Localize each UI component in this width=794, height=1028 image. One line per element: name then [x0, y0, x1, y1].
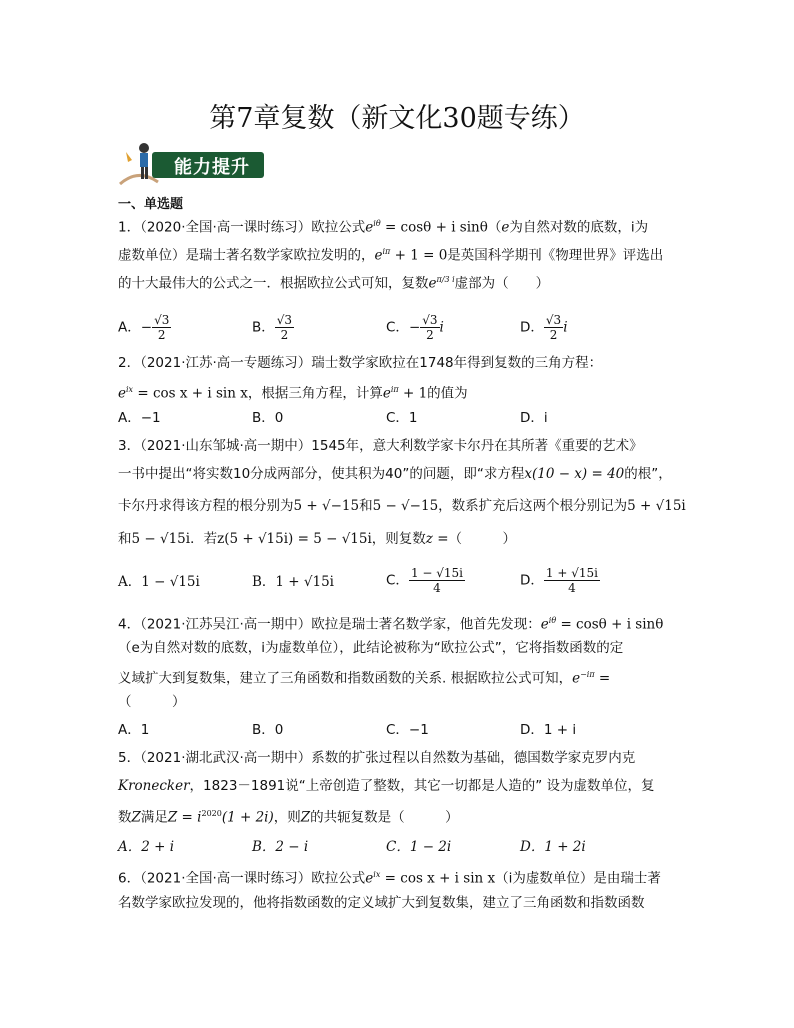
q1-option-d[interactable]: D． $\frac{√3}{2}$ i	[520, 313, 568, 342]
ability-badge-bar	[152, 152, 264, 178]
q5-line-3: 数Z满足$Z = i^{2020}(1 + 2i)$，则Z的共轭复数是（ ）	[118, 809, 459, 826]
q2-option-d[interactable]: D．i	[520, 410, 548, 426]
q4-option-c[interactable]: C．−1	[386, 722, 429, 738]
q1-line-3: 的十大最伟大的公式之一．根据欧拉公式可知，复数$e^{\pi/3 i}$虚部为（ ）	[118, 275, 550, 292]
q3-option-d[interactable]: D． $\frac{1 + √15i}{4}$	[520, 566, 598, 595]
q5-option-a[interactable]: A．2 + i	[118, 839, 175, 855]
q2-line-2: $e^{ix} = \cos x + i$ sin x，根据三角方程，计算$e^{i\pi} + 1$的值为	[118, 385, 468, 402]
q1-option-a[interactable]: A．− $\frac{√3}{2}$	[118, 313, 170, 342]
q5-option-c[interactable]: C．1 − 2i	[386, 839, 452, 855]
q5-option-b[interactable]: B．2 − i	[252, 839, 309, 855]
q3-option-b[interactable]: B．1 + √15i	[252, 574, 335, 590]
ability-badge-label: 能力提升	[174, 157, 250, 178]
q2-option-a[interactable]: A．−1	[118, 410, 161, 426]
q3-line-1: 3．（2021·山东邹城·高一期中）1545年，意大利数学家卡尔丹在其所著《重要的艺术》	[118, 438, 643, 454]
q5-line-1: 5．（2021·湖北武汉·高一期中）系数的扩张过程以自然数为基础，德国数学家克罗内克	[118, 750, 636, 766]
q4-option-d[interactable]: D．1 + i	[520, 722, 577, 738]
ability-badge	[118, 138, 268, 188]
q4-line-1: 4．（2021·江苏吴江·高一期中）欧拉是瑞士著名数学家，他首先发现：$e^{i\theta} = \cos\theta + i$ sinθ	[118, 616, 664, 633]
q4-option-a[interactable]: A．1	[118, 722, 150, 738]
q5-line-2: Kronecker，1823－1891说“上帝创造了整数，其它一切都是人造的” 设为虚数单位，复	[118, 778, 655, 794]
q1-line-1: 1．（2020·全国·高一课时练习）欧拉公式$e^{i\theta} = \cos\theta + i$ sinθ（e为自然对数的底数，i为	[118, 219, 649, 236]
q3-line-4: 和5 − √15i．若z(5 + √15i) = 5 − √15i，则复数z =（ ）	[118, 531, 517, 547]
q1-option-c[interactable]: C．− $\frac{√3}{2}$ i	[386, 313, 444, 342]
q3-option-a[interactable]: A．1 − √15i	[118, 574, 200, 590]
q1-line-2: 虚数单位）是瑞士著名数学家欧拉发明的，$e^{i\pi} + 1 = 0$是英国科学期刊《物理世界》评选出	[118, 247, 664, 264]
q3-option-c[interactable]: C． $\frac{1 - √15i}{4}$	[386, 566, 464, 595]
q4-line-3: 义域扩大到复数集，建立了三角函数和指数函数的关系. 根据欧拉公式可知，$e^{-i\pi}$ =	[118, 670, 611, 687]
q1-option-b[interactable]: B． $\frac{√3}{2}$	[252, 313, 293, 342]
q2-option-c[interactable]: C．1	[386, 410, 418, 426]
q6-line-1: 6．（2021·全国·高一课时练习）欧拉公式$e^{ix} = \cos x + i$ sin x（i为虚数单位）是由瑞士著	[118, 870, 661, 887]
page-title: 第7章复数（新文化30题专练）	[209, 103, 585, 134]
q5-option-d[interactable]: D．1 + 2i	[520, 839, 586, 855]
q6-line-2: 名数学家欧拉发现的，他将指数函数的定义域扩大到复数集，建立了三角函数和指数函数	[118, 895, 645, 911]
section-heading: 一、单选题	[118, 197, 184, 212]
q4-option-b[interactable]: B．0	[252, 722, 284, 738]
q4-line-2: （e为自然对数的底数，i为虚数单位），此结论被称为“欧拉公式”，它将指数函数的定	[118, 640, 624, 656]
q2-option-b[interactable]: B．0	[252, 410, 284, 426]
q2-line-1: 2．（2021·江苏·高一专题练习）瑞士数学家欧拉在1748年得到复数的三角方程：	[118, 355, 603, 371]
q3-line-2: 一书中提出“将实数10分成两部分，使其积为40”的问题，即“求方程x(10 − x) = 40的根”，	[118, 466, 672, 482]
q4-line-4: （ ）	[118, 694, 186, 710]
q3-line-3: 卡尔丹求得该方程的根分别为5 + √−15和5 − √−15，数系扩充后这两个根分别记为5 + √15i	[118, 498, 686, 514]
